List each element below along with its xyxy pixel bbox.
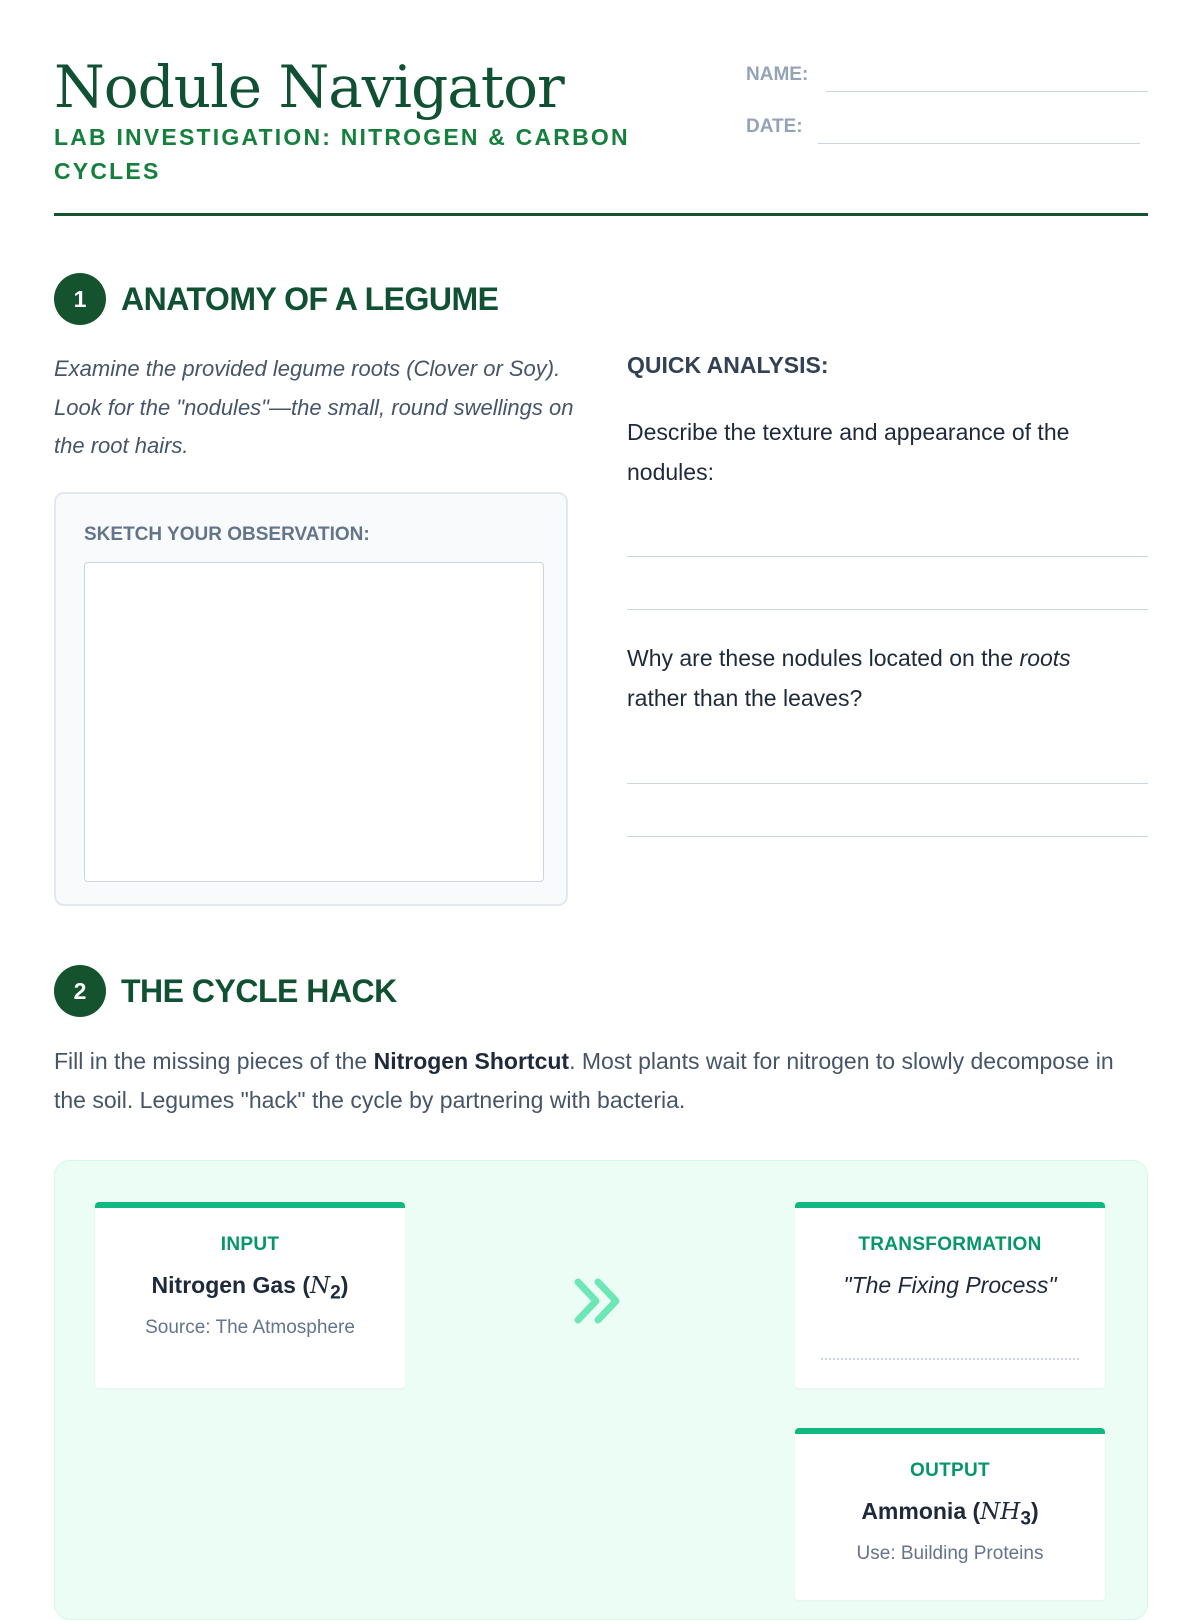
input-formula-sub: 2 <box>330 1282 341 1304</box>
quick-analysis-heading: QUICK ANALYSIS: <box>627 352 829 378</box>
double-chevron-right-icon <box>574 1278 624 1324</box>
section-1-title: ANATOMY OF A LEGUME <box>121 280 499 317</box>
worksheet-subtitle: LAB INVESTIGATION: NITROGEN & CARBON CYCLES <box>54 124 630 184</box>
date-line[interactable] <box>818 143 1140 144</box>
input-name-close: ) <box>340 1272 349 1298</box>
section-1-heading <box>54 272 498 326</box>
header-divider <box>54 213 1148 216</box>
answer-line-2a[interactable] <box>627 783 1148 784</box>
output-card <box>795 1428 1105 1600</box>
output-card-note: Use: Building Proteins <box>856 1542 1044 1564</box>
name-field[interactable] <box>746 52 1148 92</box>
section-1-number: 1 <box>54 273 106 325</box>
input-card <box>95 1202 405 1388</box>
section-2-instructions <box>54 1042 1114 1120</box>
sketch-area[interactable] <box>84 562 544 882</box>
output-card-name <box>795 1498 1105 1531</box>
section-2-text-bold: Nitrogen Shortcut <box>373 1048 570 1074</box>
section-2-text-part2: . Most plants wait for nitrogen to slowly decompose in the soil. Legumes "hack" the cycle by partnering with bacteria. <box>54 1048 1114 1113</box>
answer-line-1a[interactable] <box>627 556 1148 557</box>
name-line[interactable] <box>826 91 1148 92</box>
input-card-note: Source: The Atmosphere <box>145 1316 355 1338</box>
question-2-part2: rather than the leaves? <box>627 685 863 711</box>
transformation-answer-line[interactable] <box>821 1358 1079 1360</box>
input-card-tag: INPUT <box>220 1234 280 1255</box>
worksheet-title: Nodule Navigator <box>54 53 564 121</box>
input-formula: N <box>310 1273 331 1299</box>
answer-line-1b[interactable] <box>627 609 1148 610</box>
section-1-instructions: Examine the provided legume roots (Clover or Soy). Look for the "nodules"—the small, round swellings on the root hairs. <box>54 356 574 458</box>
section-2-heading <box>54 964 397 1018</box>
sketch-label: SKETCH YOUR OBSERVATION: <box>84 524 370 545</box>
transformation-card-tag: TRANSFORMATION <box>858 1234 1042 1255</box>
name-label: NAME: <box>746 64 809 85</box>
question-1: Describe the texture and appearance of the nodules: <box>627 419 1070 485</box>
section-2-text-part1: Fill in the missing pieces of the <box>54 1048 374 1074</box>
question-2-emphasis: roots <box>1019 645 1071 671</box>
output-name-text: Ammonia ( <box>861 1498 981 1524</box>
transformation-card <box>795 1202 1105 1388</box>
date-label: DATE: <box>746 116 803 137</box>
transformation-card-quote: "The Fixing Process" <box>843 1272 1057 1298</box>
section-2-title: THE CYCLE HACK <box>121 972 397 1009</box>
question-2 <box>627 638 1127 718</box>
sketch-panel <box>54 492 568 906</box>
output-name-close: ) <box>1031 1498 1039 1524</box>
section-2-number: 2 <box>54 965 106 1017</box>
date-field[interactable] <box>746 104 1148 144</box>
output-formula-sub: 3 <box>1020 1508 1031 1530</box>
worksheet-page <box>54 0 1148 1600</box>
question-2-part1: Why are these nodules located on the <box>627 645 1020 671</box>
output-formula: NH <box>980 1499 1021 1525</box>
answer-line-2b[interactable] <box>627 836 1148 837</box>
input-card-name <box>95 1272 405 1305</box>
input-name-text: Nitrogen Gas ( <box>151 1272 310 1298</box>
output-card-tag: OUTPUT <box>910 1460 990 1481</box>
